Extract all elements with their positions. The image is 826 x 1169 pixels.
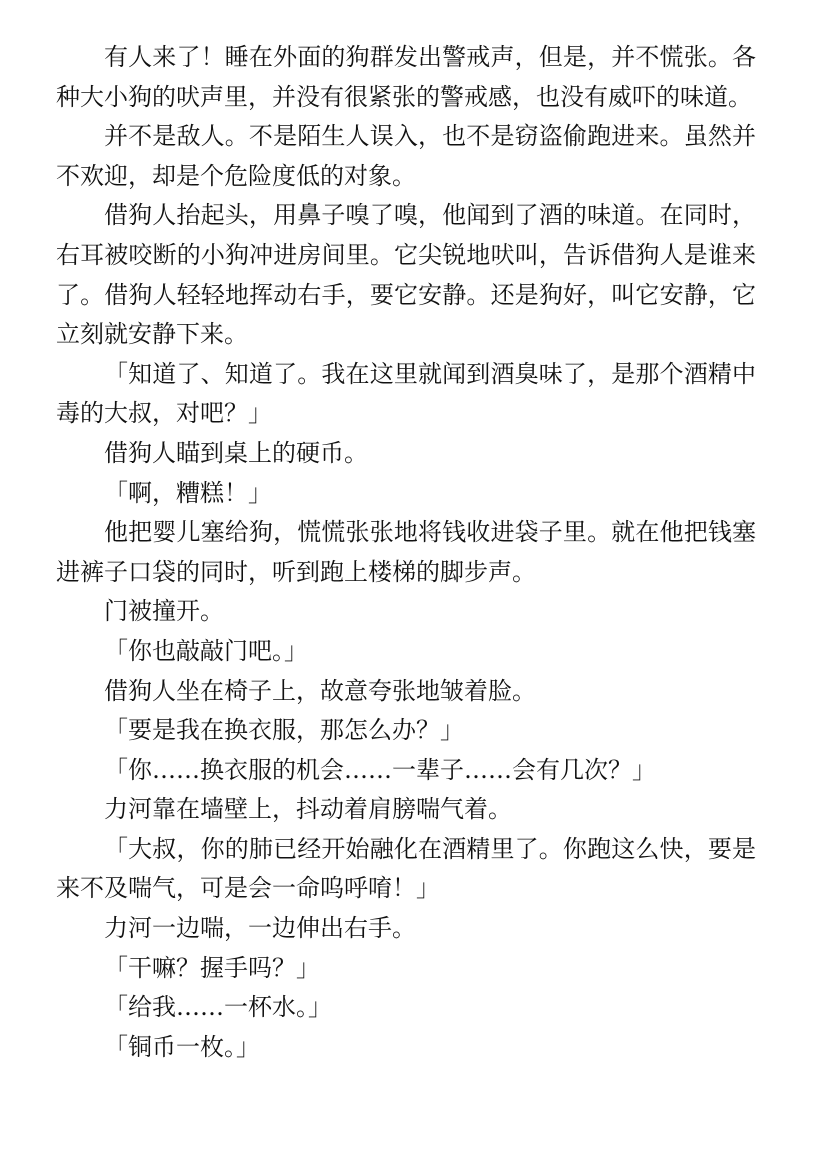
paragraph: 有人来了！睡在外面的狗群发出警戒声，但是，并不慌张。各种大小狗的吠声里，并没有很紧张的警戒感，也没有威吓的味道。 <box>56 43 756 111</box>
dialogue-line: 「大叔，你的肺已经开始融化在酒精里了。你跑这么快，要是来不及喘气，可是会一命呜呼唷！」 <box>56 834 756 903</box>
dialogue-line: 「啊，糟糕！」 <box>104 478 272 507</box>
paragraph: 力河靠在墙壁上，抖动着肩膀喘气着。 <box>104 795 512 824</box>
paragraph: 他把婴儿塞给狗，慌慌张张地将钱收进袋子里。就在他把钱塞进裤子口袋的同时，听到跑上楼梯的脚步声。 <box>56 518 756 586</box>
paragraph: 门被撞开。 <box>104 597 224 626</box>
dialogue-line: 「知道了、知道了。我在这里就闻到酒臭味了，是那个酒精中毒的大叔，对吧？」 <box>56 359 756 428</box>
dialogue-line: 「给我……一杯水。」 <box>104 993 332 1022</box>
dialogue-line: 「你……换衣服的机会……一辈子……会有几次？」 <box>104 755 656 784</box>
dialogue-line: 「你也敲敲门吧。」 <box>104 636 308 665</box>
paragraph: 借狗人瞄到桌上的硬币。 <box>104 438 368 467</box>
dialogue-line: 「要是我在换衣服，那怎么办？」 <box>104 716 464 745</box>
dialogue-line: 「干嘛？握手吗？」 <box>104 953 320 982</box>
document-page <box>56 38 756 1067</box>
paragraph: 借狗人抬起头，用鼻子嗅了嗅，他闻到了酒的味道。在同时，右耳被咬断的小狗冲进房间里。它尖锐地吠叫，告诉借狗人是谁来了。借狗人轻轻地挥动右手，要它安静。还是狗好，叫它安静，它立刻就安静下来。 <box>56 201 756 349</box>
paragraph: 借狗人坐在椅子上，故意夸张地皱着脸。 <box>104 676 536 705</box>
paragraph: 力河一边喘，一边伸出右手。 <box>104 914 416 943</box>
paragraph: 并不是敌人。不是陌生人误入，也不是窃盗偷跑进来。虽然并不欢迎，却是个危险度低的对象。 <box>56 122 756 190</box>
dialogue-line: 「铜币一枚。」 <box>104 1032 260 1061</box>
